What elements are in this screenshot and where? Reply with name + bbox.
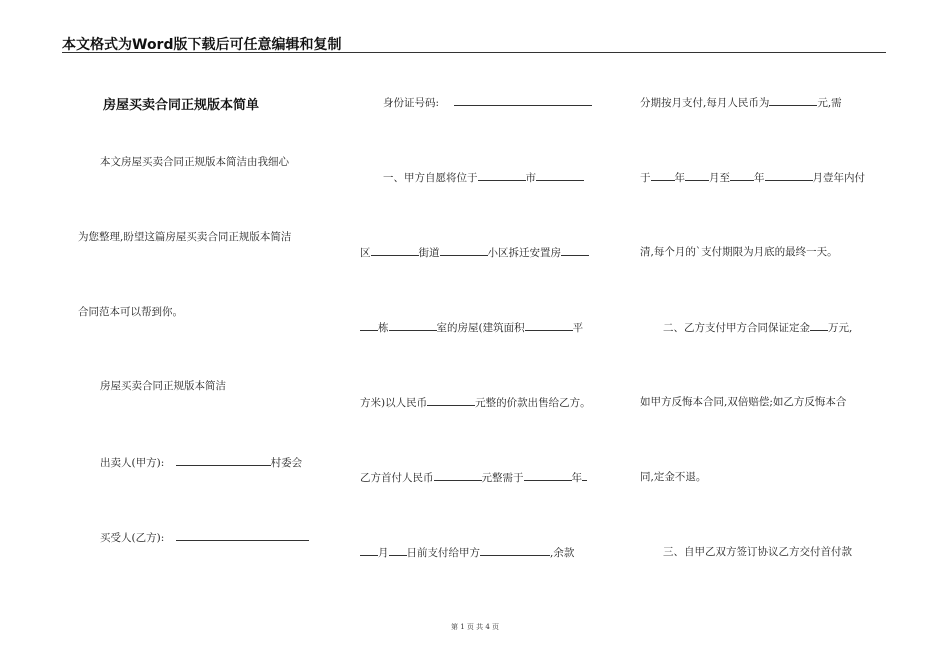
clause-1-text-v: 年 [754,172,765,184]
blank [360,319,378,331]
blank [685,169,709,181]
clause-1-text-q: 分期按月支付,每月人民币为 [640,97,770,109]
blank [769,94,817,106]
blank [730,169,754,181]
clause-2-line-2: 如甲方反悔本合同,双倍赔偿;如乙方反悔本合 [640,396,847,408]
clause-1-text-d: 街道 [418,247,440,259]
blank [434,469,482,481]
clause-1-text-k: 乙方首付人民币 [360,472,434,484]
clause-1-line-3 [360,319,583,335]
seller-line [100,454,302,470]
clause-1-text-b: 市 [525,172,536,184]
clause-1-text-w: 月壹年内付 [812,172,865,184]
clause-3-line-1: 三、自甲乙双方签订协议乙方交付首付款 [663,546,852,558]
buyer-name-blank [176,529,309,541]
blank [389,319,437,331]
clause-1-text-e: 小区拆迁安置房 [487,247,561,259]
clause-1-text-u: 月至 [709,172,730,184]
blank [536,169,584,181]
clause-1-text-t: 年 [674,172,685,184]
blank [525,319,573,331]
blank [480,544,550,556]
clause-1-text-m: 年 [571,472,582,484]
id-number-blank [454,94,592,106]
clause-1-line-8 [640,169,865,185]
seller-label: 出卖人(甲方): [100,457,165,469]
clause-1-line-5 [360,469,587,485]
seller-suffix: 村委会 [270,457,303,469]
clause-1-text-f: 栋 [378,322,389,334]
clause-1-text-r: 元,需 [817,97,842,109]
buyer-label: 买受人(乙方): [100,532,165,544]
blank [651,169,675,181]
intro-line-1: 本文房屋买卖合同正规版本简洁由我细心 [100,156,289,168]
id-number-label: 身份证号码: [383,97,440,109]
blank [810,319,828,331]
id-number-line [383,94,592,110]
clause-1-text-j: 元整的价款出售给乙方。 [475,397,591,409]
clause-1-line-4 [360,394,591,410]
clause-1-line-2 [360,244,589,260]
buyer-line [100,529,309,545]
clause-1-text-l: 元整需于 [481,472,524,484]
clause-1-line-6 [360,544,574,560]
clause-1-text-i: 方米)以人民币 [360,397,428,409]
blank [582,469,587,481]
clause-1-text-c: 区 [360,247,371,259]
clause-2-line-1 [663,319,852,335]
page-footer: 第 1 页 共 4 页 [450,623,500,631]
clause-2-text-a: 二、乙方支付甲方合同保证定金 [663,322,810,334]
clause-1-line-1 [383,169,584,185]
clause-1-text-n: 月 [378,547,389,559]
blank [561,244,589,256]
clause-2-text-b: 万元, [828,322,853,334]
clause-1-text-g: 室的房屋(建筑面积 [436,322,525,334]
clause-1-line-9: 清,每个月的`支付期限为月底的最终一天。 [640,246,838,258]
blank [389,544,407,556]
contract-subtitle: 房屋买卖合同正规版本简洁 [100,380,226,392]
clause-1-text-o: 日前支付给甲方 [406,547,480,559]
intro-line-3: 合同范本可以帮到你。 [78,306,183,318]
clause-1-text-s: 于 [640,172,651,184]
blank [478,169,526,181]
blank [427,394,475,406]
clause-1-text-a: 一、甲方自愿将位于 [383,172,478,184]
clause-1-text-h: 平 [572,322,584,334]
clause-1-line-7 [640,94,842,110]
intro-line-2: 为您整理,盼望这篇房屋买卖合同正规版本简洁 [78,231,292,243]
blank [371,244,419,256]
header-divider [62,52,886,53]
clause-2-line-3: 同,定金不退。 [640,471,707,483]
blank [524,469,572,481]
blank [765,169,813,181]
seller-name-blank [176,454,271,466]
document-title: 房屋买卖合同正规版本简单 [103,98,260,113]
document-header: 本文格式为Word版下载后可任意编辑和复制 [62,37,342,53]
blank [440,244,488,256]
blank [360,544,378,556]
clause-1-text-p: ,余款 [550,547,575,559]
